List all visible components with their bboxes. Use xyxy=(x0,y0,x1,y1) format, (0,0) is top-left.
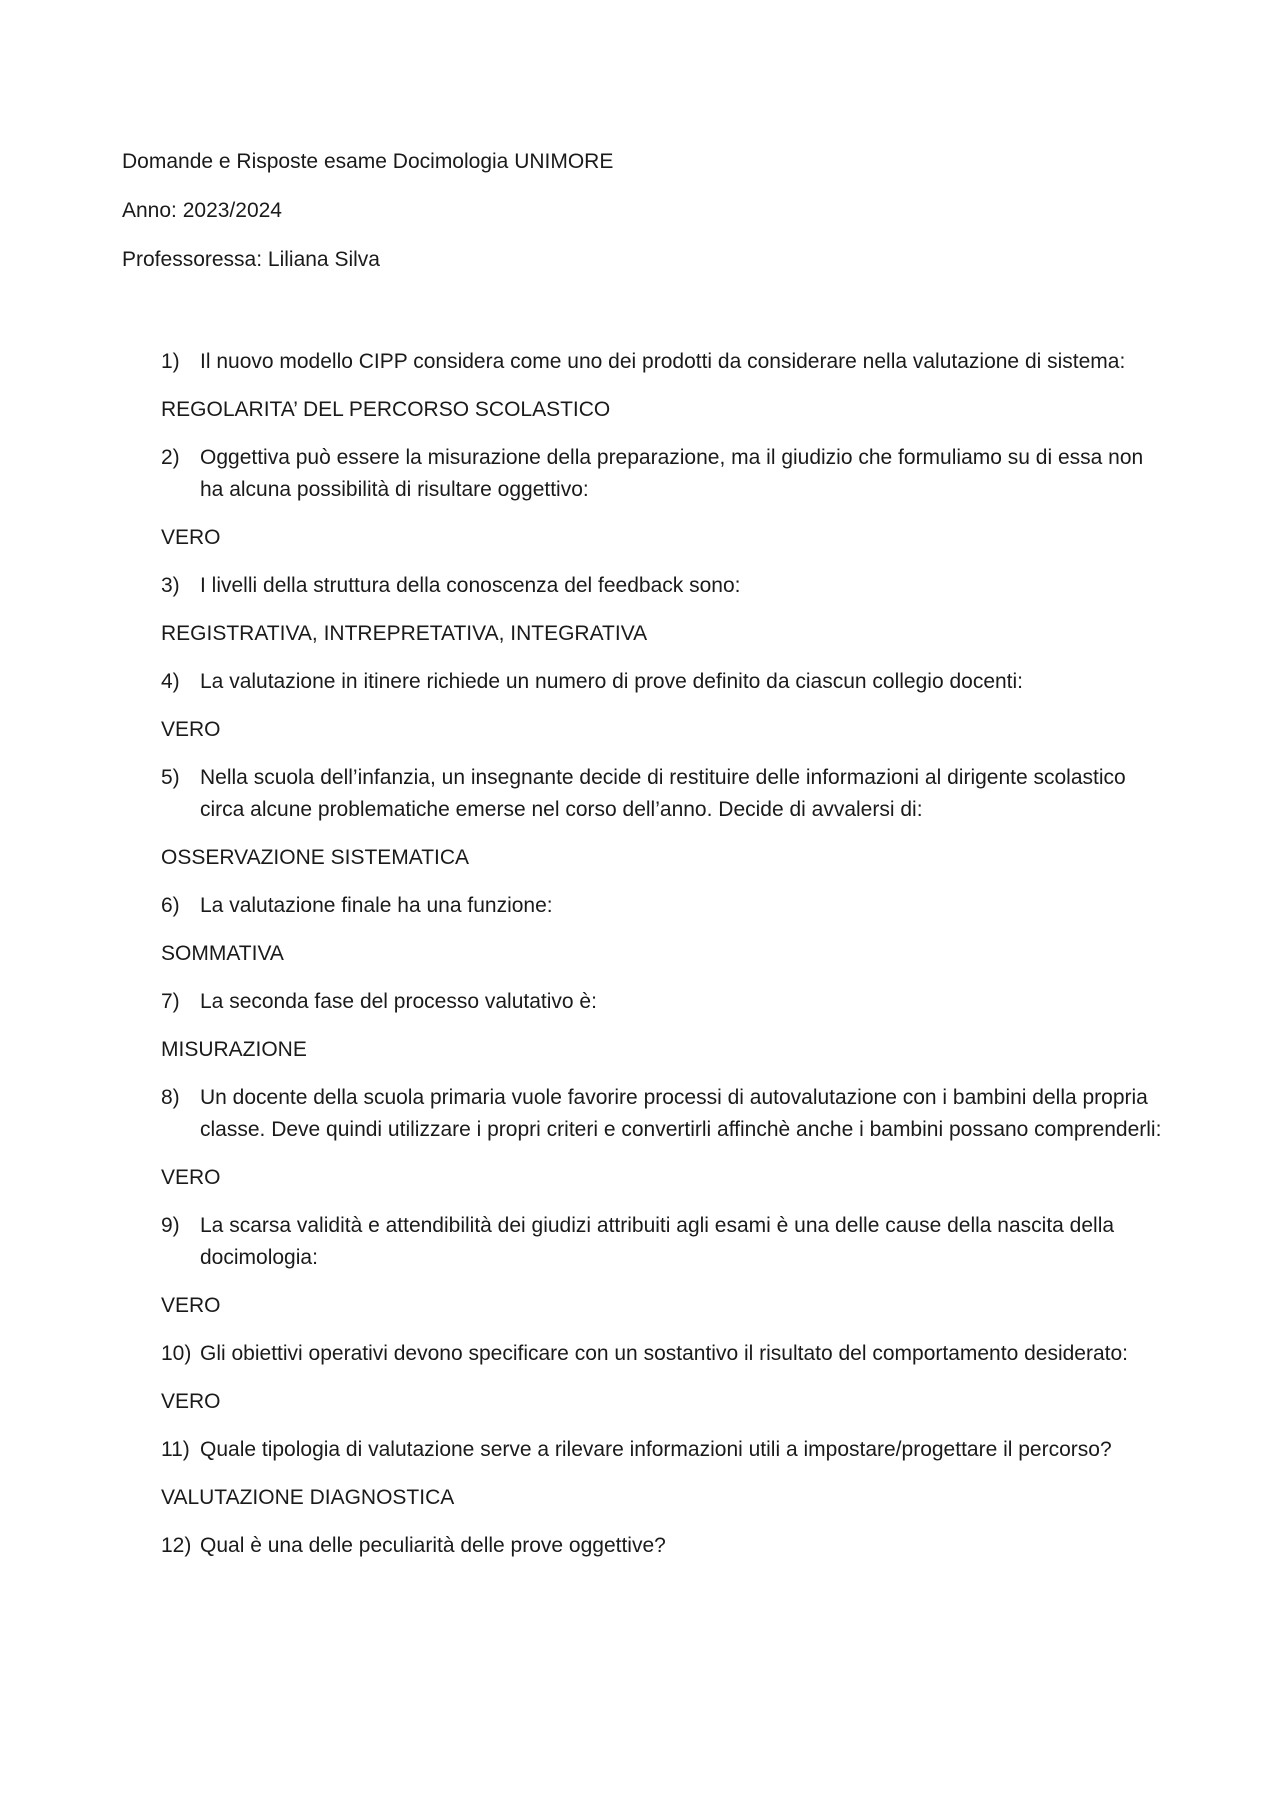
question-item xyxy=(161,986,1171,1018)
question-number: 10) xyxy=(161,1342,192,1365)
question-number: 8) xyxy=(161,1086,180,1109)
answer-text: OSSERVAZIONE SISTEMATICA xyxy=(161,846,470,869)
question-text: La seconda fase del processo valutativo è: xyxy=(200,990,597,1013)
question-number: 6) xyxy=(161,894,180,917)
question-text: La valutazione in itinere richiede un numero di prove definito da ciascun collegio docenti: xyxy=(200,670,1024,693)
question-item xyxy=(161,1210,1171,1274)
question-number: 1) xyxy=(161,350,180,373)
professor-name: Professoressa: Liliana Silva xyxy=(122,248,380,271)
question-text: I livelli della struttura della conoscenza del feedback sono: xyxy=(200,574,741,597)
question-text: La valutazione finale ha una funzione: xyxy=(200,894,553,917)
question-item xyxy=(161,762,1171,826)
academic-year: Anno: 2023/2024 xyxy=(122,199,282,222)
question-text: Gli obiettivi operativi devono specificare con un sostantivo il risultato del comportamento desiderato: xyxy=(200,1342,1128,1365)
question-item xyxy=(161,1082,1171,1146)
question-item xyxy=(161,1530,1171,1562)
answer-text: VERO xyxy=(161,1166,221,1189)
question-number: 7) xyxy=(161,990,180,1013)
question-text: Oggettiva può essere la misurazione della preparazione, ma il giudizio che formuliamo su di essa non ha alcuna possibilità di risultare oggettivo: xyxy=(200,446,1144,501)
answer-text: VERO xyxy=(161,1294,221,1317)
document-title: Domande e Risposte esame Docimologia UNIMORE xyxy=(122,150,614,173)
answer-text: REGISTRATIVA, INTREPRETATIVA, INTEGRATIVA xyxy=(161,622,648,645)
question-answer-list xyxy=(161,346,1171,1578)
question-text: Un docente della scuola primaria vuole favorire processi di autovalutazione con i bambini della propria classe. Deve quindi utilizzare i propri criteri e convertirli affinchè anche i bambini possano comprenderli: xyxy=(200,1086,1162,1141)
answer-text: SOMMATIVA xyxy=(161,942,284,965)
question-item xyxy=(161,666,1171,698)
question-text: Qual è una delle peculiarità delle prove oggettive? xyxy=(200,1534,666,1557)
answer-text: VERO xyxy=(161,1390,221,1413)
answer-text: VERO xyxy=(161,526,221,549)
answer-text: REGOLARITA’ DEL PERCORSO SCOLASTICO xyxy=(161,398,611,421)
question-item xyxy=(161,890,1171,922)
answer-text: VALUTAZIONE DIAGNOSTICA xyxy=(161,1486,455,1509)
answer-text: VERO xyxy=(161,718,221,741)
question-text: Nella scuola dell’infanzia, un insegnante decide di restituire delle informazioni al dirigente scolastico circa alcune problematiche emerse nel corso dell’anno. Decide di avvalersi di: xyxy=(200,766,1126,821)
question-item xyxy=(161,570,1171,602)
question-item xyxy=(161,1338,1171,1370)
question-number: 9) xyxy=(161,1214,180,1237)
question-number: 4) xyxy=(161,670,180,693)
question-text: Il nuovo modello CIPP considera come uno dei prodotti da considerare nella valutazione di sistema: xyxy=(200,350,1126,373)
question-item xyxy=(161,1434,1171,1466)
question-text: La scarsa validità e attendibilità dei giudizi attribuiti agli esami è una delle cause della nascita della docimologia: xyxy=(200,1214,1115,1269)
question-number: 12) xyxy=(161,1534,192,1557)
question-text: Quale tipologia di valutazione serve a rilevare informazioni utili a impostare/progettare il percorso? xyxy=(200,1438,1112,1461)
question-number: 2) xyxy=(161,446,180,469)
document-header xyxy=(122,150,1162,297)
question-item xyxy=(161,442,1171,506)
question-number: 3) xyxy=(161,574,180,597)
answer-text: MISURAZIONE xyxy=(161,1038,307,1061)
question-number: 5) xyxy=(161,766,180,789)
question-number: 11) xyxy=(161,1438,190,1461)
question-item xyxy=(161,346,1171,378)
